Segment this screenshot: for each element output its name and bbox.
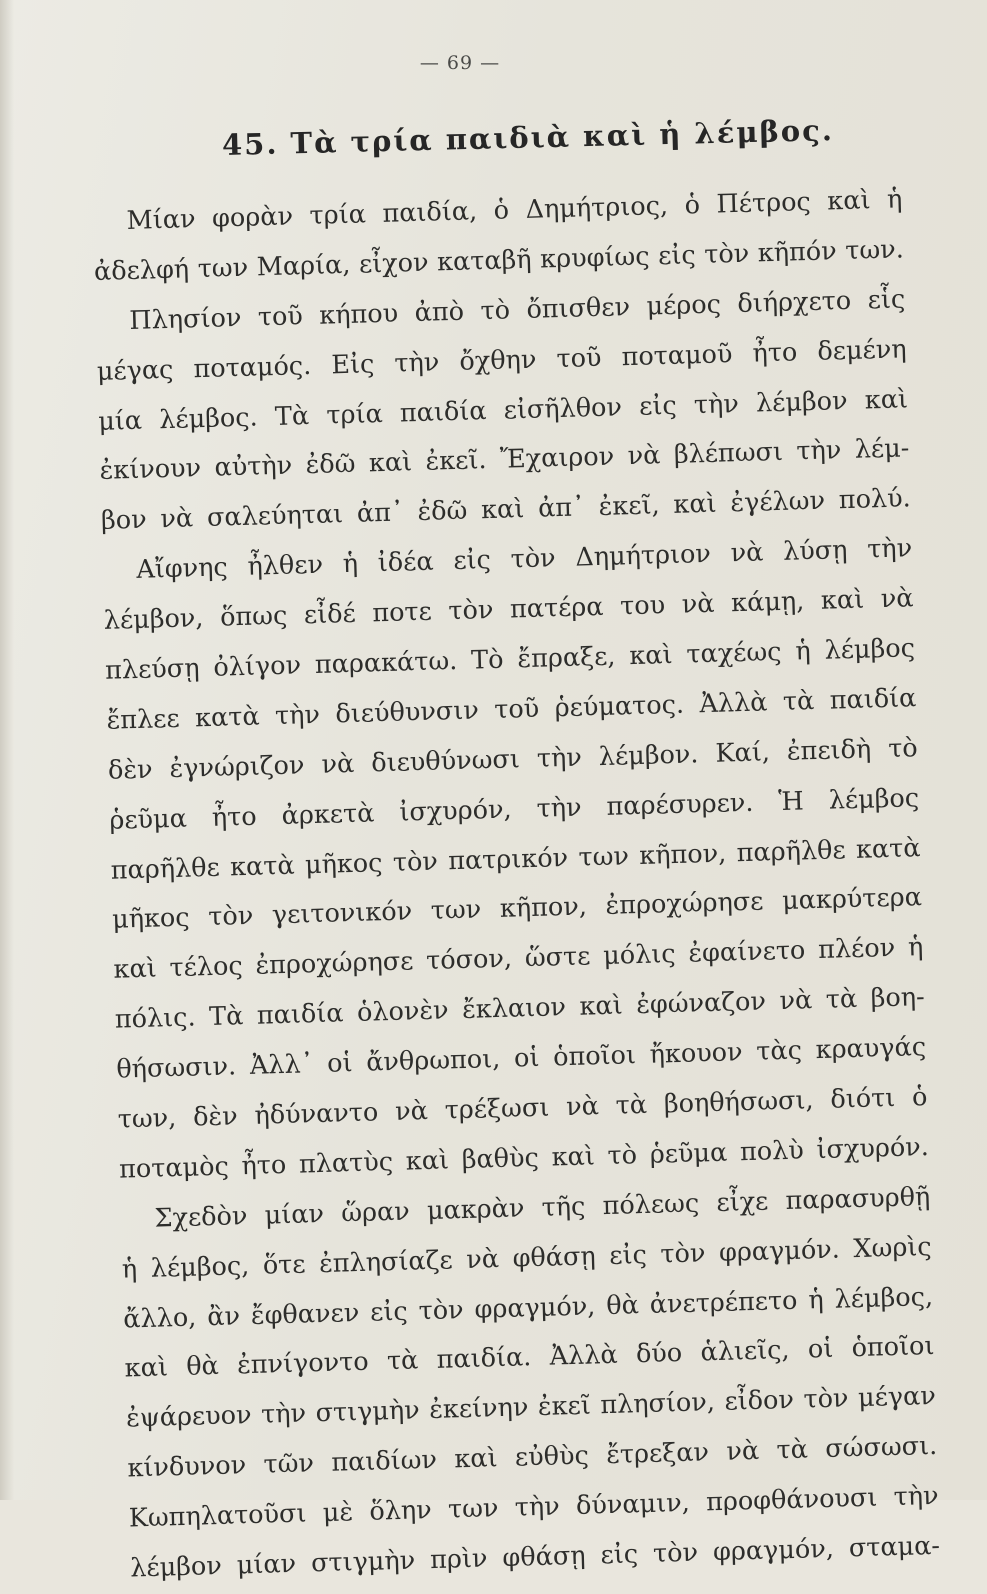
page-gutter-shadow	[0, 0, 14, 1500]
text-line: μέγας ποταμός. Εἰς τὴν ὄχθην τοῦ ποταμοῦ ἦτο δεμένη	[96, 333, 907, 387]
text-line: των, δὲν ἠδύναντο νὰ τρέξωσι νὰ τὰ βοηθήσωσι, διότι ὁ	[117, 1082, 928, 1135]
text-line: δὲν ἐγνώριζον νὰ διευθύνωσι τὴν λέμβον. Καί, ἐπειδὴ τὸ	[107, 732, 919, 786]
text-line: ἐκίνουν αὐτὴν ἐδῶ καὶ ἐκεῖ. Ἔχαιρον νὰ βλέπωσι τὴν λέμ-	[99, 433, 910, 487]
text-line: ἀδελφή των Μαρία, εἶχον καταβῆ κρυφίως εἰς τὸν κῆπόν των.	[93, 234, 905, 287]
text-line: μῆκος τὸν γειτονικόν των κῆπον, ἐπροχώρησε μακρύτερα	[111, 882, 923, 936]
text-line: πόλις. Τὰ παιδία ὁλονὲν ἔκλαιον καὶ ἐφώναζον νὰ τὰ βοη-	[114, 982, 926, 1035]
text-line: καὶ θὰ ἐπνίγοντο τὰ παιδία. Ἀλλὰ δύο ἁλιεῖς, οἱ ὁποῖοι	[124, 1331, 935, 1385]
text-line: Πλησίον τοῦ κήπου ἀπὸ τὸ ὄπισθεν μέρος διήρχετο εἷς	[129, 284, 906, 336]
text-line: ῥεῦμα ἦτο ἀρκετὰ ἰσχυρόν, τὴν παρέσυρεν. Ἡ λέμβος	[108, 782, 920, 836]
text-line: Σχεδὸν μίαν ὥραν μακρὰν τῆς πόλεως εἶχε παρασυρθῇ	[154, 1181, 931, 1234]
text-line: καὶ τέλος ἐπροχώρησε τόσον, ὥστε μόλις ἐφαίνετο πλέον ἡ	[113, 932, 924, 986]
page-number: — 69 —	[419, 52, 501, 74]
body-text	[92, 175, 941, 1594]
text-line: ποταμὸς ἦτο πλατὺς καὶ βαθὺς καὶ τὸ ῥεῦμα πολὺ ἰσχυρόν.	[118, 1131, 930, 1185]
text-line: ἐψάρευον τὴν στιγμὴν ἐκείνην ἐκεῖ πλησίον, εἶδον τὸν μέγαν	[125, 1381, 937, 1434]
text-line: ἄλλο, ἂν ἔφθανεν εἰς τὸν φραγμόν, θὰ ἀνετρέπετο ἡ λέμβος,	[122, 1281, 934, 1335]
chapter-heading: 45. Τὰ τρία παιδιὰ καὶ ἡ λέμβος.	[221, 113, 835, 162]
text-line: ἡ λέμβος, ὅτε ἐπλησίαζε νὰ φθάσῃ εἰς τὸν φραγμόν. Χωρὶς	[121, 1231, 933, 1285]
text-line: Κωπηλατοῦσι μὲ ὅλην των τὴν δύναμιν, προφθάνουσι τὴν	[128, 1481, 939, 1534]
text-line: παρῆλθε κατὰ μῆκος τὸν πατρικόν των κῆπον, παρῆλθε κατὰ	[110, 832, 921, 886]
text-line: κίνδυνον τῶν παιδίων καὶ εὐθὺς ἔτρεξαν νὰ τὰ σώσωσι.	[127, 1431, 938, 1484]
text-line: μία λέμβος. Τὰ τρία παιδία εἰσῆλθον εἰς τὴν λέμβον καὶ	[97, 383, 909, 437]
text-line: ἔπλεε κατὰ τὴν διεύθυνσιν τοῦ ῥεύματος. Ἀλλὰ τὰ παιδία	[106, 683, 917, 736]
text-line: Αἴφνης ἦλθεν ἡ ἰδέα εἰς τὸν Δημήτριον νὰ λύσῃ τὴν	[135, 533, 913, 586]
text-line: λέμβον μίαν στιγμὴν πρὶν φθάσῃ εἰς τὸν φραγμόν, σταμα-	[129, 1530, 941, 1584]
text-line: πλεύσῃ ὀλίγον παρακάτω. Τὸ ἔπραξε, καὶ ταχέως ἡ λέμβος	[104, 633, 916, 686]
text-line: Μίαν φορὰν τρία παιδία, ὁ Δημήτριος, ὁ Πέτρος καὶ ἡ	[126, 184, 903, 237]
text-line: λέμβον, ὅπως εἶδέ ποτε τὸν πατέρα του νὰ κάμῃ, καὶ νὰ	[103, 583, 914, 636]
text-line: βον νὰ σαλεύηται ἀπ᾽ ἐδῶ καὶ ἀπ᾽ ἐκεῖ, καὶ ἐγέλων πολύ.	[100, 483, 912, 537]
text-line: θήσωσιν. Ἀλλ᾽ οἱ ἄνθρωποι, οἱ ὁποῖοι ἤκουον τὰς κραυγάς	[115, 1032, 927, 1085]
